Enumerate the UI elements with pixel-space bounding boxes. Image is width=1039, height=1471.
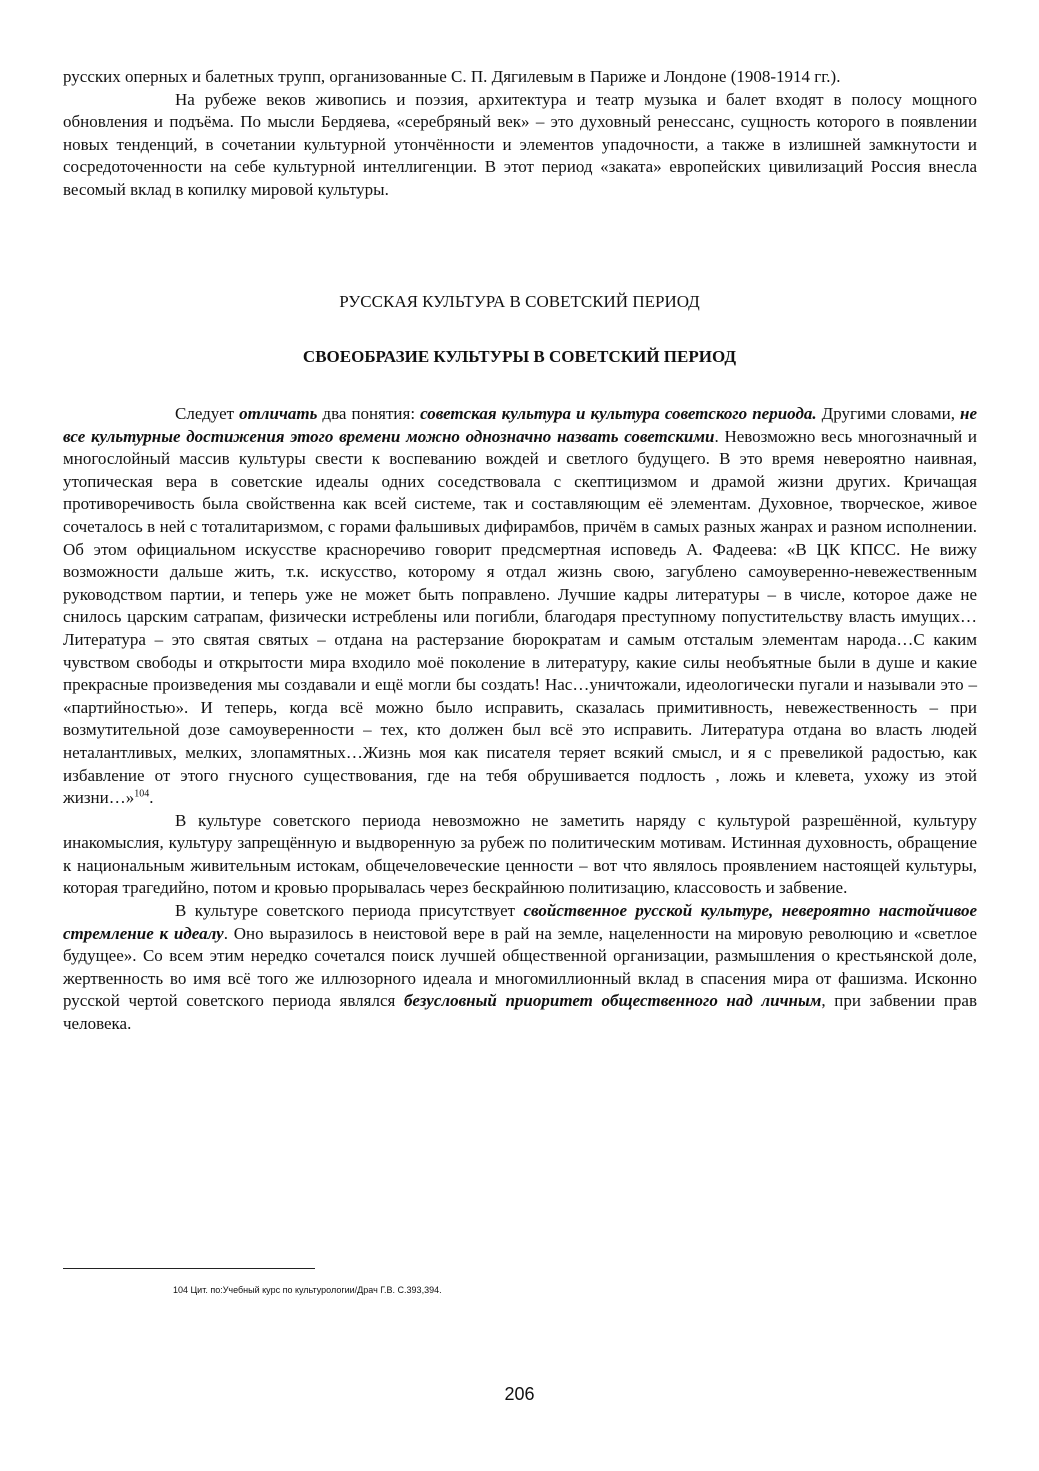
main-paragraph-1: Следует отличать два понятия: советская культура и культура советского периода. Другими словами, не все культурные достижения этого времени можно однозначно назвать советскими. Невозможно весь многозначный и многослойный массив культуры свести к воспеванию вождей и светлого будущего. В это время невероятно наивная, утопическая вера в советские идеалы одних соседствовала с скептицизмом и драмой жизни других. Кричащая противоречивость была свойственна как всей системе, так и составляющим её элементам. Духовное, творческое, живое сочеталось в ней с тоталитаризмом, с горами фальшивых дифирамбов, причём в самых разных жанрах и разном исполнении. Об этом официальном искусстве красноречиво говорит предсмертная исповедь А. Фадеева: «В ЦК КПСС. Не вижу возможности дальше жить, т.к. искусство, которому я отдал жизнь свою, загублено самоуверенно-невежественным руководством партии, и теперь уже не может быть поправлено. Лучшие кадры литературы – в числе, которое даже не снилось царским сатрапам, физически истреблены или погибли, благодаря преступному попустительству власть имущих…Литература – это святая святых – отдана на растерзание бюрократам и самым отсталым элементам народа…С каким чувством свободы и открытости мира входило моё поколение в литературу, какие силы необъятные были в душе и какие прекрасные произведения мы создавали и ещё могли бы создать! Нас…уничтожали, идеологически пугали и называли это – «партийностью». И теперь, когда всё можно было исправить, сказалась примитивность, невежественность – при возмутительной дозе самоуверенности – тех, кто должен был всё это исправить. Литература отдана во власть людей неталантливых, мелких, злопамятных…Жизнь моя как писателя теряет всякий смысл, и я с превеликой радостью, как избавление от этого гнусного существования, где на тебя обрушивается подлость , ложь и клевета, ухожу из этой жизни…»$^{104}$. [63, 404, 977, 808]
footnote-reference: 104 [134, 788, 150, 800]
main-paragraph-2: В культуре советского периода невозможно не заметить наряду с культурой разрешённой, культуру инакомыслия, культуру запрещённую и выдворенную за рубеж по политическим мотивам. Истинная духовность, обращение к национальным живительным истокам, общечеловеческие ценности – вот что являлось проявлением настоящей культуры, которая трагедийно, потом и кровью прорывалась через бескрайнюю политизацию, классовость и забвение. [63, 810, 977, 898]
subsection-heading: СВОЕОБРАЗИЕ КУЛЬТУРЫ В СОВЕТСКИЙ ПЕРИОД [302, 347, 737, 366]
page-number: 206 [504, 1384, 535, 1404]
intro-block [63, 66, 977, 202]
intro-paragraph-2: На рубеже веков живопись и поэзия, архитектура и театр музыка и балет входят в полосу мощного обновления и подъёма. По мысли Бердяева, «серебряный век» – это духовный ренессанс, сущность которого в появлении новых тенденций, в сочетании культурной утончённости и элементов упадочности, а также в излишней замкнутости и сосредоточенности на себе культурной интеллигенции. В этот период «заката» европейских цивилизаций Россия внесла весомый вклад в копилку мировой культуры. [63, 89, 977, 199]
footnote: 104 Цит. по:Учебный курс по культурологии/Драч Г.В. С.393,394. [173, 1285, 442, 1295]
emphasis-text: безусловный приоритет общественного над личным [403, 991, 822, 1011]
emphasis-text: отличать [239, 404, 318, 423]
intro-paragraph-1: русских оперных и балетных трупп, организованные С. П. Дягилевым в Париже и Лондоне (1908-1914 гг.). [63, 67, 841, 86]
footnote-divider [63, 1268, 315, 1269]
emphasis-text: советская культура и культура советского периода. [420, 404, 817, 423]
main-block [63, 403, 977, 1036]
emphasis-text: свойственное русской культуре, невероятно настойчивое стремление к идеалу [63, 901, 977, 943]
section-heading: РУССКАЯ КУЛЬТУРА В СОВЕТСКИЙ ПЕРИОД [339, 292, 700, 311]
main-paragraph-3: В культуре советского периода присутствует свойственное русской культуре, невероятно настойчивое стремление к идеалу. Оно выразилось в неистовой вере в рай на земле, нацеленности на мировую революцию и «светлое будущее». Со всем этим нередко сочетался поиск лучшей общественной организации, размышления о крестьянской доле, жертвенность во имя всё того же иллюзорного идеала и многомиллионный вклад в спасения мира от фашизма. Исконно русской чертой советского периода являлся безусловный приоритет общественного над личным, при забвении прав человека. [63, 901, 978, 1034]
emphasis-text: не все культурные достижения этого времени можно однозначно назвать советскими [63, 404, 977, 446]
